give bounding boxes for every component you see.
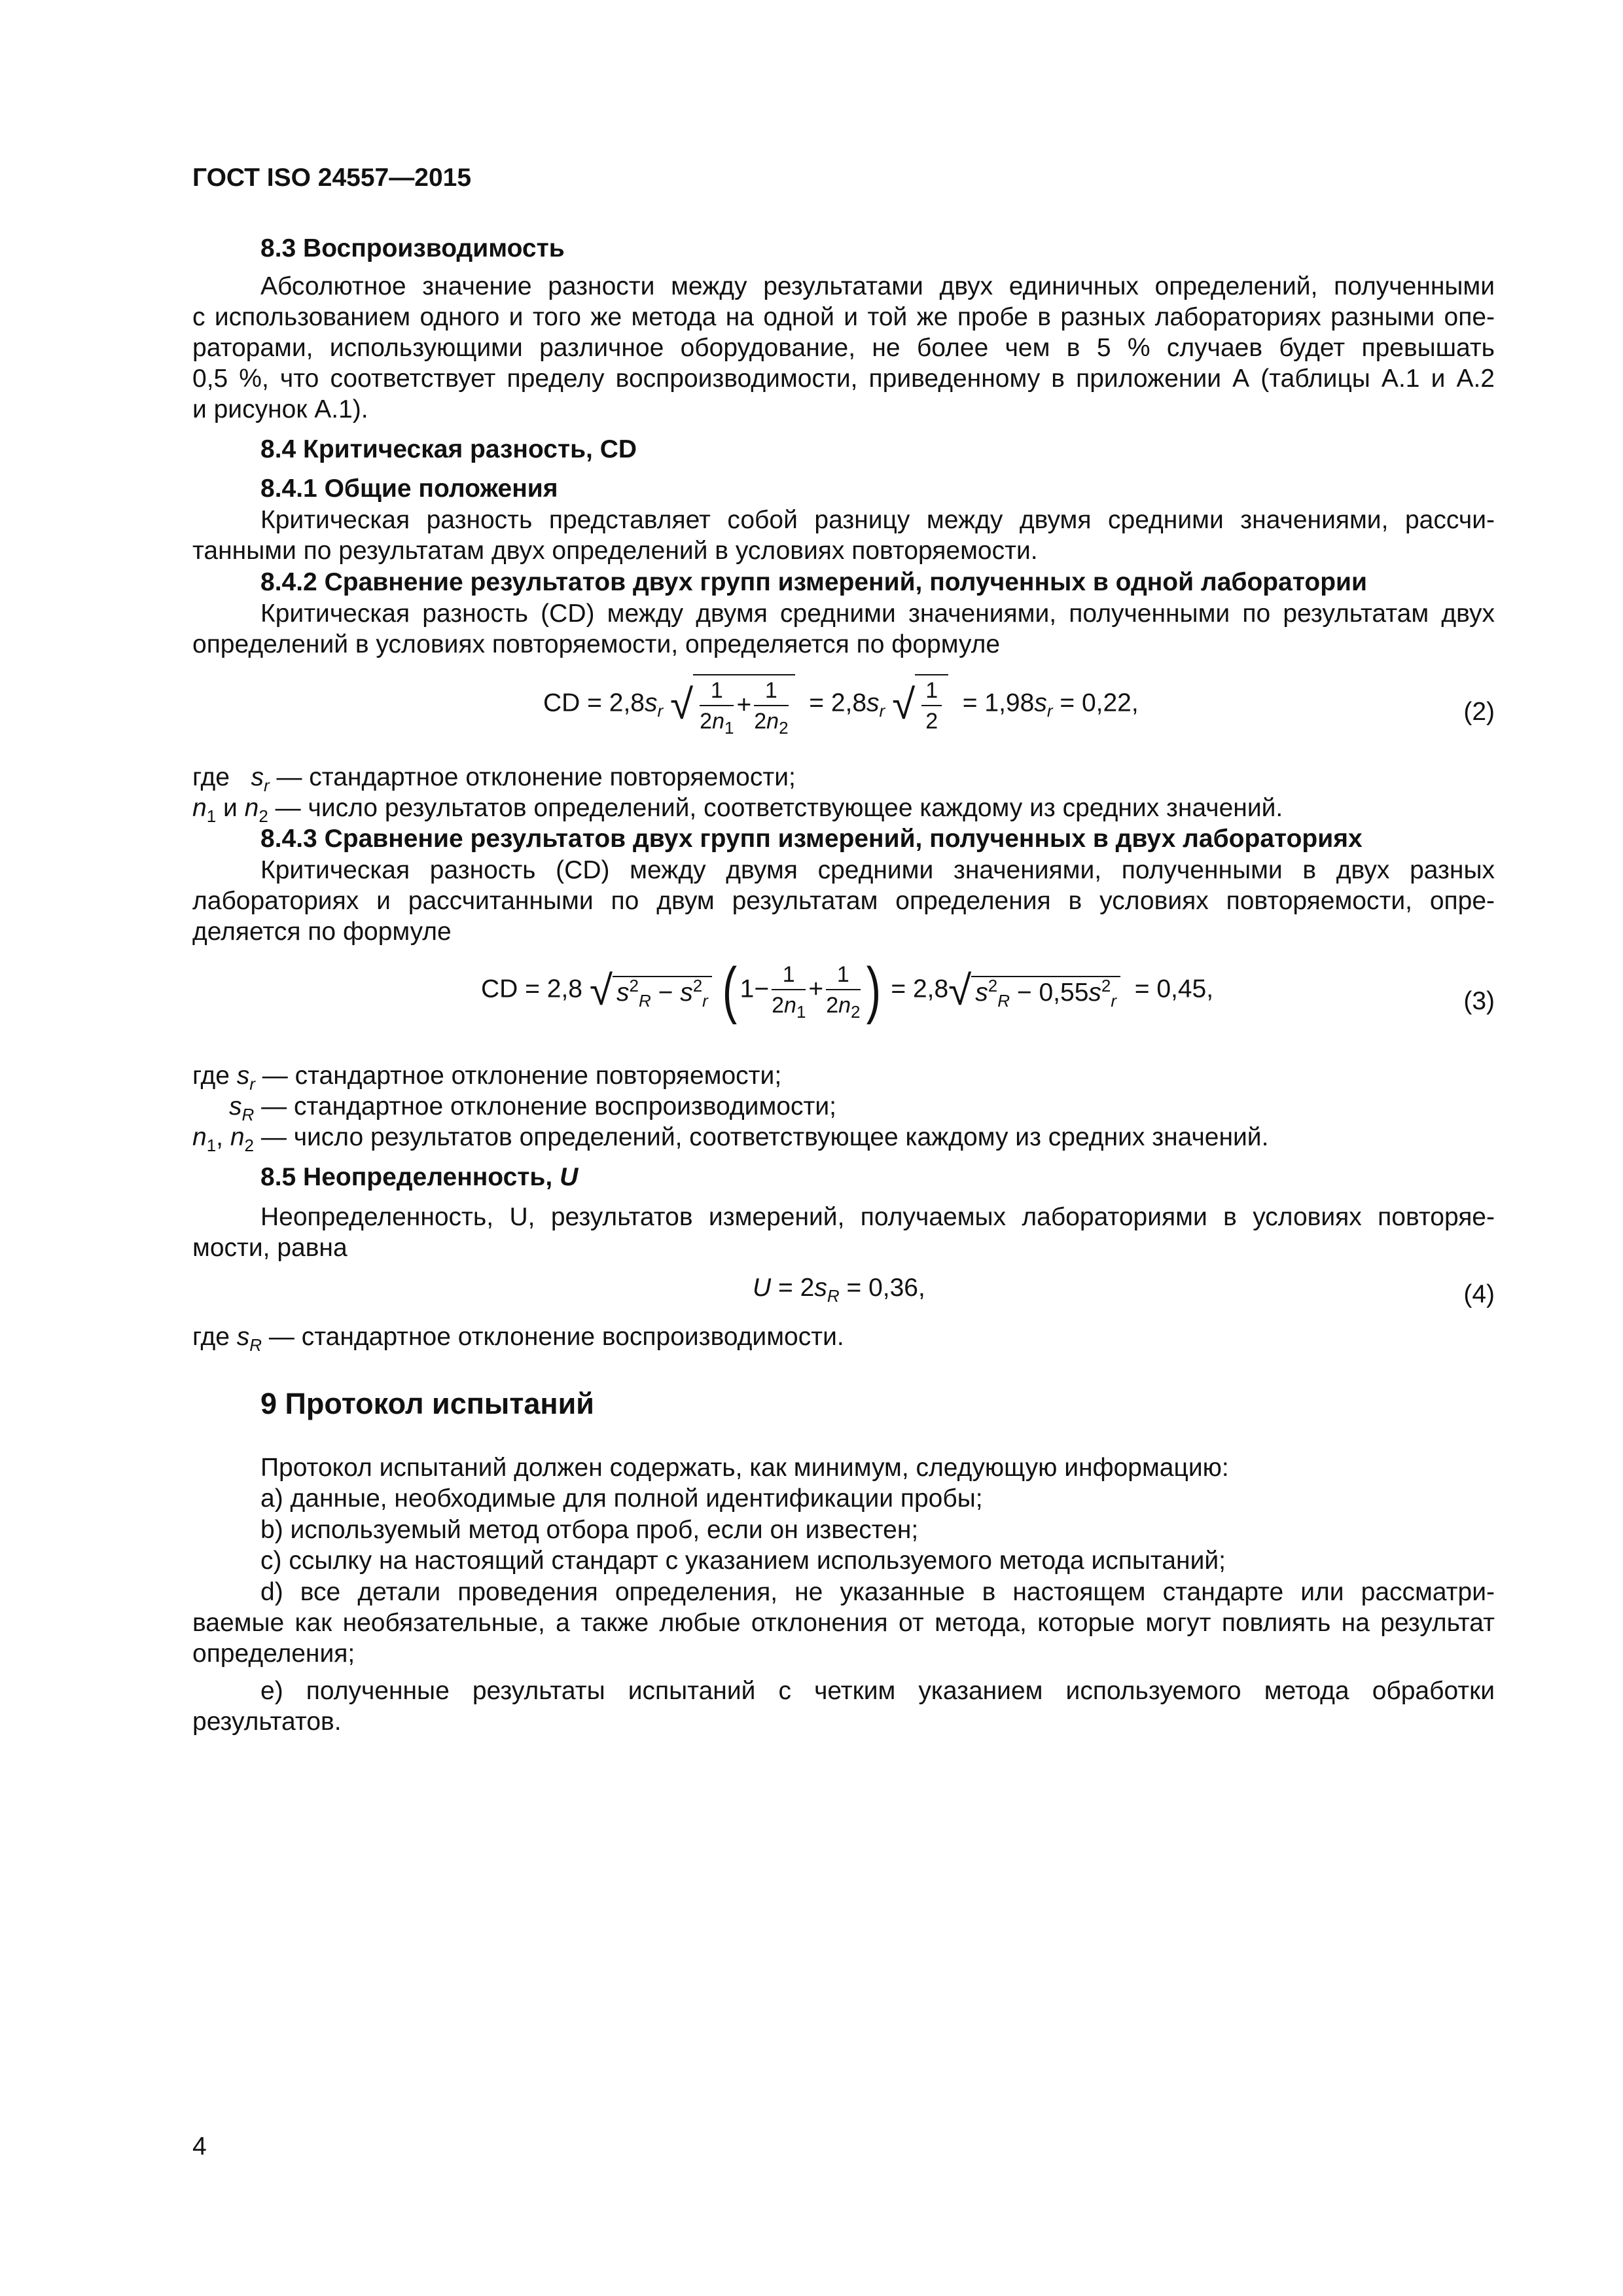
section-8-4-1-title: 8.4.1 Общие положения (260, 475, 558, 503)
list-item-continuation: определения; (192, 1640, 355, 1668)
standard-header: ГОСТ ISO 24557—2015 (192, 164, 472, 192)
list-item: c) ссылку на настоящий стандарт с указанием используемого метода испытаний; (260, 1547, 1226, 1575)
section-8-3-title: 8.3 Воспроизводимость (260, 234, 565, 262)
paragraph-line: Критическая разность (CD) между двумя средними значениями, полученными в двух разных (260, 856, 1495, 884)
paragraph-line: Абсолютное значение разности между результатами двух единичных определений, полученными (260, 272, 1495, 300)
paragraph-line: танными по результатам двух определений в условиях повторяемости. (192, 537, 1038, 565)
equation-3-number: (3) (1463, 987, 1495, 1015)
equation-2-number: (2) (1463, 698, 1495, 726)
paragraph-line: 0,5 %, что соответствует пределу воспроизводимости, приведенному в приложении А (таблицы А.1 и А.2 (192, 365, 1495, 393)
where-line: $n_1$, $n_2$ — число результатов определений, соответствующее каждому из средних значений. (192, 1123, 1269, 1155)
equation-2: CD = $2,8s_r$ √ $\frac{1}{2n_1}$ + $\frac{1}{2n_2}$ = $2,8s_r$ √ $\frac{1}{2}$ = $1,98s_r = 0,22$, (543, 674, 1139, 734)
paragraph-line: с использованием одного и того же метода на одной и той же пробе в разных лабораториях разными опе- (192, 303, 1495, 331)
section-9-title: 9 Протокол испытаний (260, 1387, 594, 1420)
where-line: где $s_R$ — стандартное отклонение воспроизводимости. (192, 1323, 844, 1355)
list-item: d) все детали проведения определения, не указанные в настоящем стандарте или рассматри- (260, 1578, 1495, 1606)
list-item: e) полученные результаты испытаний с четким указанием используемого метода обработки (260, 1677, 1495, 1705)
paragraph-line: Критическая разность (CD) между двумя средними значениями, полученными по результатам двух (260, 600, 1495, 628)
section-8-4-title: 8.4 Критическая разность, CD (260, 435, 637, 463)
paragraph-line: раторами, использующими различное оборудование, не более чем в 5 % случаев будет превышать (192, 334, 1495, 362)
equation-3: CD = 2,8 √ $s^2_R - s^2_r$ ( 1− $\frac{1}{2n_1}$ + $\frac{1}{2n_2}$ ) = 2,8√ $s^2_R - 0,55s^2_r = 0,45$, (481, 955, 1214, 1025)
section-8-4-3-title: 8.4.3 Сравнение результатов двух групп измерений, полученных в двух лабораториях (260, 825, 1363, 853)
where-line: где $s_r$ — стандартное отклонение повторяемости; (192, 763, 796, 795)
section-8-4-2-title: 8.4.2 Сравнение результатов двух групп измерений, полученных в одной лаборатории (260, 568, 1367, 596)
paragraph-line: определений в условиях повторяемости, определяется по формуле (192, 630, 1001, 658)
list-item-continuation: ваемые как необязательные, а также любые отклонения от метода, которые могут повлиять на результат (192, 1609, 1495, 1637)
equation-4-number: (4) (1463, 1280, 1495, 1308)
eq2-lhs: CD = 2,8 (543, 689, 645, 717)
section-8-5-title: 8.5 Неопределенность, U (260, 1163, 579, 1191)
page-number: 4 (192, 2132, 207, 2161)
list-item-continuation: результатов. (192, 1708, 342, 1736)
paragraph-line: Неопределенность, U, результатов измерений, получаемых лабораториями в условиях повторяе- (260, 1203, 1495, 1231)
where-line: где $s_r$ — стандартное отклонение повторяемости; (192, 1062, 782, 1094)
where-line: $s_R$ — стандартное отклонение воспроизводимости; (229, 1092, 836, 1124)
equation-4: $U = 2s_R = 0,36$, (753, 1274, 925, 1306)
where-line: $n_1$ и $n_2$ — число результатов определений, соответствующее каждому из средних значений. (192, 794, 1283, 826)
paragraph-line: Критическая разность представляет собой разницу между двумя средними значениями, рассчи- (260, 506, 1495, 534)
paragraph-line: лабораториях и рассчитанными по двум результатам определения в условиях повторяемости, опре- (192, 887, 1495, 915)
list-item: b) используемый метод отбора проб, если он известен; (260, 1516, 919, 1544)
list-item: a) данные, необходимые для полной идентификации пробы; (260, 1484, 983, 1513)
paragraph-line: мости, равна (192, 1234, 348, 1262)
paragraph-line: Протокол испытаний должен содержать, как минимум, следующую информацию: (260, 1454, 1229, 1482)
paragraph-line: деляется по формуле (192, 918, 452, 946)
paragraph-line: и рисунок А.1). (192, 395, 368, 423)
